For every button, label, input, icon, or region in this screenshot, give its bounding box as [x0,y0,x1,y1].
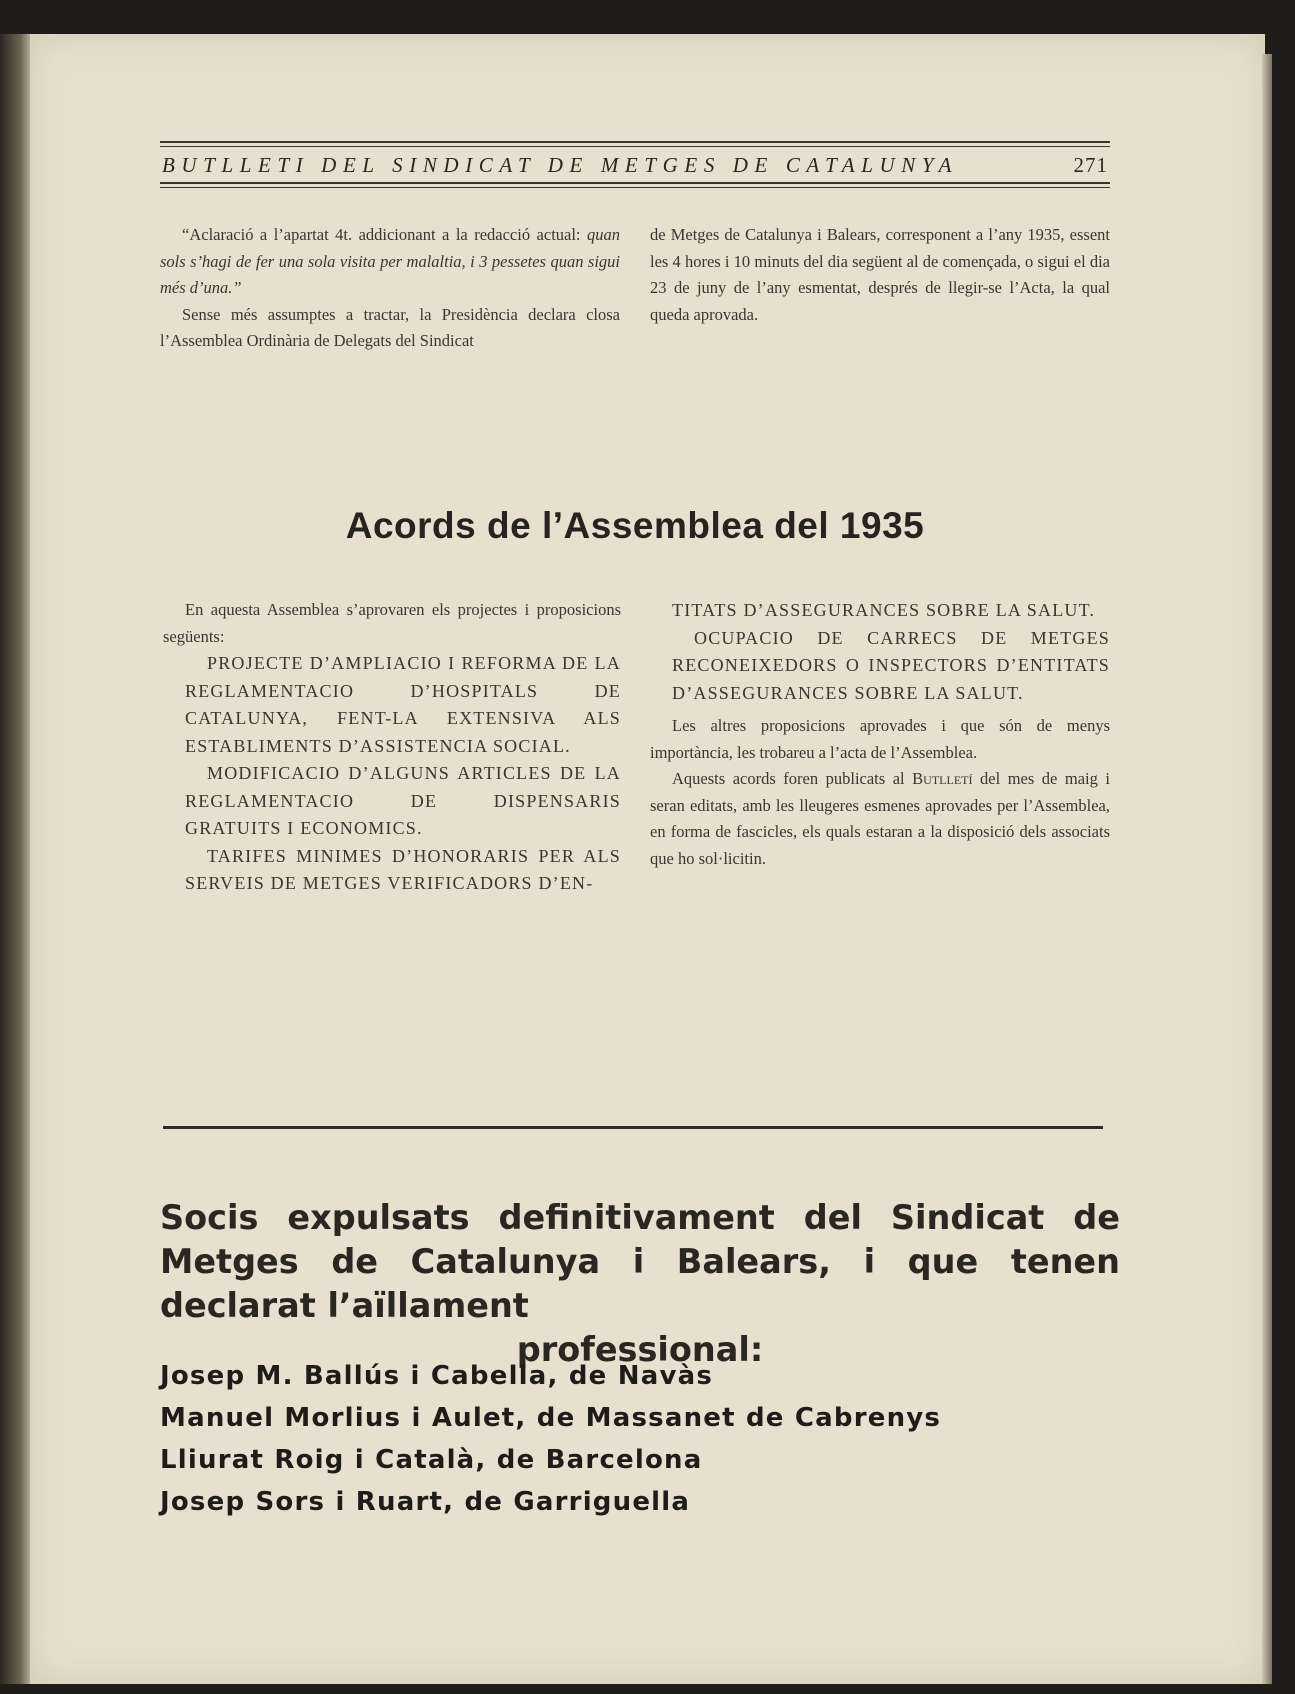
member-name: Manuel Morlius i Aulet, de Massanet de Cabrenys [160,1403,942,1433]
acords-right-column [650,597,1110,872]
page-edge [1262,54,1272,1684]
header-rule-bottom-thin [160,187,1110,188]
page-number: 271 [1073,153,1108,177]
list-item: TARIFES MINIMES D’HONORARIS PER ALS SERVEIS DE METGES VERIFICADORS D’EN- [185,845,621,893]
section-divider [163,1126,1103,1129]
journal-name-smallcaps: Butlletí [912,769,973,788]
expelled-members-list [160,1355,1120,1523]
top-left-column [160,222,620,355]
section-heading-socis [160,1196,1120,1372]
paragraph [160,222,620,302]
paragraph: Sense més assumptes a tractar, la Presidència declara closa l’Assemblea Ordinària de Delegats del Sindicat [160,304,620,350]
top-right-column [650,222,1110,328]
member-name: Josep Sors i Ruart, de Garriguella [160,1487,691,1517]
running-header [160,141,1110,188]
paragraph-tail: del mes de maig i seran editats, amb les lleugeres esmenes aprovades per l’Assemblea, en forma de fascicles, els quals estaran a la disposició dels associats que ho sol·licitin. [650,769,1110,868]
list-item: OCUPACIO DE CARRECS DE METGES RECONEIXEDORS O INSPECTORS D’ENTITATS D’ASSEGURANCES SOBRE LA SALUT. [672,627,1110,703]
member-name: Josep M. Ballús i Cabella, de Navàs [160,1361,714,1391]
list-item: PROJECTE D’AMPLIACIO I REFORMA DE LA REGLAMENTACIO D’HOSPITALS DE CATALUNYA, FENT-LA EXTENSIVA ALS ESTABLIMENTS D’ASSISTENCIA SOCIAL. [185,653,621,756]
paragraph [650,766,1110,872]
list-item-continuation: TITATS D’ASSEGURANCES SOBRE LA SALUT. [672,600,1096,620]
journal-title: BUTLLETI DEL SINDICAT DE METGES DE CATALUNYA [162,153,959,177]
section-heading-acords: Acords de l’Assemblea del 1935 [345,505,925,546]
paragraph-lead: Aquests acords foren publicats al [672,769,913,788]
paragraph: de Metges de Catalunya i Balears, corresponent a l’any 1935, essent les 4 hores i 10 minuts del dia següent al de començada, o sigui el dia 23 de juny de l’any esmentat, després de llegir-se l’Acta, la qual queda aprovada. [650,225,1110,324]
binding-shadow [0,34,34,1684]
paragraph: Les altres proposicions aprovades i que són de menys importància, les trobareu a l’acta de l’Assemblea. [650,716,1110,762]
paragraph-italic: quan sols s’hagi de fer una sola visita per malaltia, i 3 pessetes quan sigui més d’una.” [160,225,620,297]
header-rule-top [160,141,1110,143]
intro-paragraph: En aquesta Assemblea s’aprovaren els projectes i proposicions següents: [163,600,621,646]
heading-last-line: professional: [516,1330,764,1369]
header-row [160,147,1110,182]
paragraph-lead: “Aclaració a l’apartat 4t. addicionant a la redacció actual: [182,225,587,244]
list-item: MODIFICACIO D’ALGUNS ARTICLES DE LA REGLAMENTACIO DE DISPENSARIS GRATUITS I ECONOMICS. [185,763,621,838]
member-name: Lliurat Roig i Català, de Barcelona [160,1445,703,1475]
heading-main: Socis expulsats definitivament del Sindicat de Metges de Catalunya i Balears, i que tenen declarat l’aïllament [160,1198,1120,1325]
acords-left-column [163,597,621,898]
header-rule-bottom [160,182,1110,184]
